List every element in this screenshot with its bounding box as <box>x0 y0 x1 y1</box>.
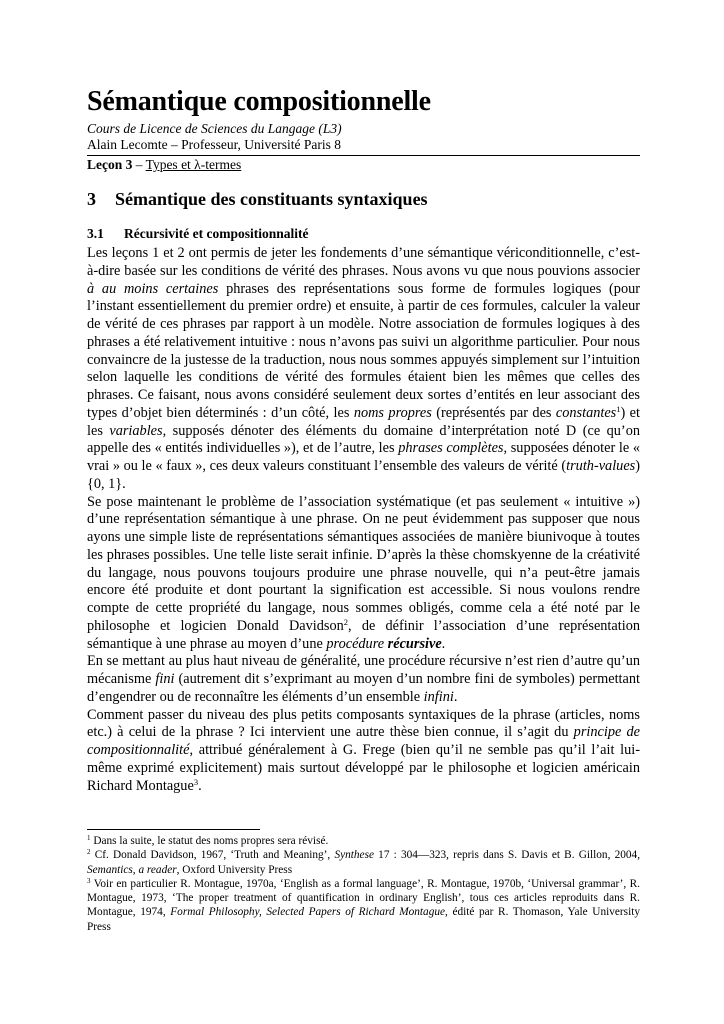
emphasis: truth-values <box>566 458 636 474</box>
text-run: , supposées dénoter le « vrai » ou le « faux », ces deux valeurs constituant l’ensemble des valeurs de vérité ( <box>87 440 640 474</box>
emphasis: noms propres <box>353 404 432 421</box>
footnote-1 <box>87 834 640 848</box>
text-run: , de définir l’association d’une représentation sémantique à une phrase au moyen d’une <box>87 617 640 652</box>
footnote-ref-3[interactable]: 3 <box>193 776 199 787</box>
footnote-divider <box>87 829 260 830</box>
emphasis: principe de compositionnalité <box>87 724 640 758</box>
header-divider <box>87 155 640 156</box>
emphasis: variables <box>109 422 163 439</box>
text-run: . <box>198 777 202 794</box>
footnote-number: 2 <box>87 848 91 857</box>
text-run: Se pose maintenant le problème de l’association systématique (et pas seulement « intuitive ») d’une représentation sémantique à une phrase. On ne peut évidemment pas supposer que nous ayons une simple liste de représentations sémantiques associées de manière biunivoque à toutes les phrases possibles. Une telle liste serait infinie. D’après la thèse chomskyenne de la créativité du langage, nous pouvons toujours produire une phrase nouvelle, qui n’a peut-être jamais encore été produite et dont pourtant la signification est accessible. Si nous voulons rendre compte de cette propriété du langage, nous sommes obligés, comme cela a été noté par le philosophe et logicien Donald Davidson <box>87 493 640 634</box>
course-subtitle: Cours de Licence de Sciences du Langage (L3) <box>87 121 342 136</box>
emphasis: infini <box>423 688 454 705</box>
lesson-line <box>87 157 241 173</box>
strong-emphasis: récursive <box>387 635 442 652</box>
paragraph-2 <box>87 494 640 654</box>
emphasis: constantes <box>555 404 617 421</box>
footnote-text: , édité par R. Thomason, Yale University Press <box>87 906 640 933</box>
footnote-text: Cf. Donald Davidson, 1967, ‘Truth and Meaning’, <box>90 849 335 862</box>
lesson-label: Leçon 3 <box>87 157 133 172</box>
text-run: Les leçons 1 et 2 ont permis de jeter les fondements d’une sémantique vériconditionnelle, c’est-à-dire basée sur les conditions de vérité des phrases. Nous avons vu que nous pouvions associer <box>87 245 640 279</box>
section-heading <box>87 189 428 210</box>
lesson-topic: Types et λ-termes <box>145 157 242 172</box>
text-run: En se mettant au plus haut niveau de généralité, une procédure récursive n’est rien d’autre qu’un mécanisme <box>87 653 640 687</box>
footnote-text: , Oxford University Press <box>176 863 293 876</box>
text-run: . <box>453 688 458 705</box>
subsection-number: 3.1 <box>87 226 104 241</box>
subsection-heading <box>87 226 308 242</box>
lesson-separator: – <box>132 157 146 172</box>
emphasis: procédure <box>326 635 385 652</box>
footnote-text: Dans la suite, le statut des noms propres sera révisé. <box>90 835 329 847</box>
document-title: Sémantique compositionnelle <box>87 86 431 117</box>
author-line: Alain Lecomte – Professeur, Université Paris 8 <box>87 137 342 152</box>
footnote-ref-1[interactable]: 1 <box>616 403 621 414</box>
text-run: . <box>441 635 446 652</box>
emphasis: à au moins certaines <box>87 280 219 297</box>
emphasis: phrases complètes <box>398 440 504 457</box>
emphasis: fini <box>155 671 175 687</box>
paragraph-3 <box>87 653 640 706</box>
footnote-text: Voir en particulier R. Montague, 1970a, ‘English as a formal language’, R. Montague, 1970b, ‘Universal grammar’, R. Montague, 1973, ‘The proper treatment of quantification in ordinary English’, tous ces articles reproduits dans R. Montague, 1974, <box>87 877 640 919</box>
footnote-number: 1 <box>87 834 91 842</box>
body-text <box>87 245 640 795</box>
footnote-text: 17 : 304—323, repris dans S. Davis et B. Gillon, 2004, <box>373 849 641 862</box>
subsection-title: Récursivité et compositionnalité <box>124 226 309 241</box>
text-run: , supposés dénoter des éléments du domaine d’interprétation noté D (ce qu’on appelle des « entités individuelles »), et de l’autre, les <box>87 422 640 457</box>
footnote-2 <box>87 848 640 877</box>
text-run: (autrement dit s’exprimant au moyen d’un nombre fini de symboles) permettant d’engendrer ou de reconnaître les éléments d’un ensemble <box>87 671 640 705</box>
section-number: 3 <box>87 189 96 209</box>
footnote-emphasis: Formal Philosophy, Selected Papers of Richard Montague <box>170 906 446 919</box>
text-run: ) {0, 1}. <box>87 458 640 492</box>
paragraph-4 <box>87 707 640 796</box>
text-run: Comment passer du niveau des plus petits composants syntaxiques de la phrase (articles, noms etc.) à celui de la phrase ? Ici intervient une autre thèse bien connue, il s’agit du <box>87 706 640 741</box>
footnotes <box>87 834 640 934</box>
section-title: Sémantique des constituants syntaxiques <box>115 189 428 209</box>
footnote-emphasis: Synthese <box>334 849 374 862</box>
footnote-emphasis: Semantics, a reader <box>87 863 177 876</box>
text-run: ) et les <box>87 404 640 439</box>
text-run: , attribué généralement à G. Frege (bien qu’il ne semble pas qu’il l’ait lui-même exprimé explicitement) mais surtout développé par le philosophe et logicien américain Richard Montague <box>87 742 640 794</box>
footnote-number: 3 <box>87 876 91 885</box>
footnote-ref-2[interactable]: 2 <box>343 616 349 627</box>
text-run: phrases des représentations sous forme de formules logiques (pour l’instant essentiellement du premier ordre) et ensuite, à partir de ces formules, calculer la valeur de vérité de ces phrases par rapport à un modèle. Notre association de formules logiques à des phrases a été relativement intuitive : nous n’avons pas suivi un algorithme particulier. Pour nous convaincre de la justesse de la traduction, nous nous sommes appuyés simplement sur l’intuition selon laquelle les conditions de vérité des formules étaient bien les mêmes que celles des phrases. Ce faisant, nous avons considéré seulement deux sortes d’entités en leur associant des types d’objet bien déterminés : d’un côté, les <box>87 280 641 421</box>
text-run: (représentés par des <box>431 404 556 421</box>
paragraph-1 <box>87 245 640 494</box>
footnote-3 <box>87 877 640 934</box>
